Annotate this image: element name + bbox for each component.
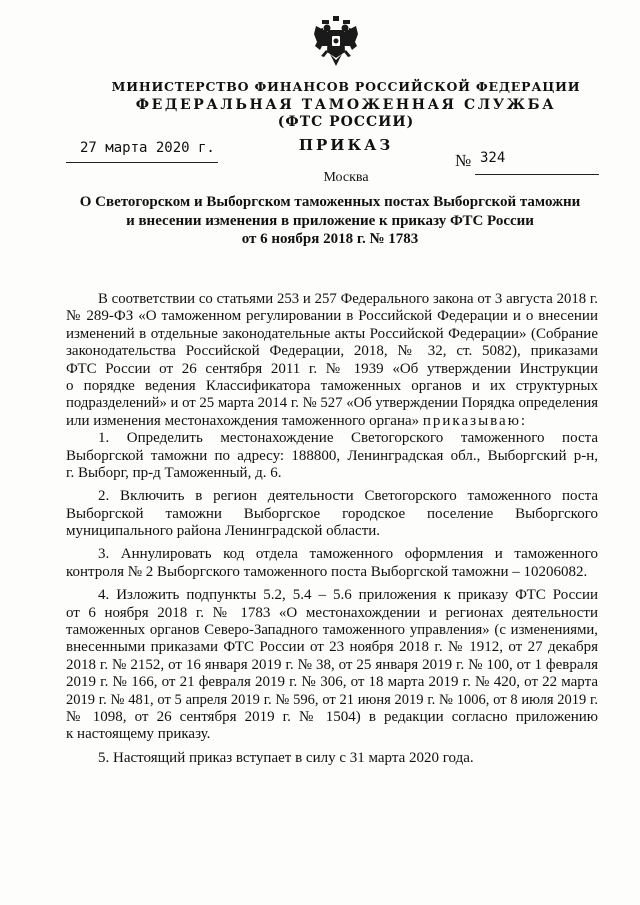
- paragraph-1: [66, 430, 598, 482]
- text-line: муниципального района Ленинградской области.: [66, 523, 381, 540]
- paragraph-5: [66, 750, 598, 767]
- paragraph-4: [66, 587, 598, 744]
- service-name: ФЕДЕРАЛЬНАЯ ТАМОЖЕННАЯ СЛУЖБА: [135, 97, 557, 113]
- text-line: о порядке ведения Классификатора таможенных органов и их структурных: [66, 377, 598, 394]
- title-line: от 6 ноября 2018 г. № 1783: [241, 231, 419, 247]
- text-line: 2019 г. № 481, от 5 апреля 2019 г. № 596, от 21 июня 2019 г. № 1006, от 8 июля 2019 г.: [66, 691, 598, 708]
- text-line: 4. Изложить подпункты 5.2, 5.4 – 5.6 приложения к приказу ФТС России: [98, 587, 598, 604]
- text-line: № 289-ФЗ «О таможенном регулировании в Российской Федерации и о внесении: [66, 308, 598, 325]
- paragraph-3: [66, 546, 598, 581]
- russian-coat-of-arms-icon: [314, 16, 358, 68]
- paragraph-2: [66, 488, 598, 540]
- text-line: Выборгской таможни по адресу: 188800, Ленинградская обл., Выборгский р-н,: [66, 447, 598, 464]
- service-abbreviation: (ФТС РОССИИ): [277, 114, 415, 130]
- text-line: контроля № 2 Выборгского таможенного поста Выборгской таможни – 10206082.: [66, 563, 588, 580]
- text-line: Выборгской таможни Выборгское городское поселение Выборгского: [66, 505, 598, 522]
- text-line: от 6 ноября 2018 г. № 1783 «О местонахождении и регионах деятельности: [66, 604, 598, 621]
- text-line: 2. Включить в регион деятельности Светогорского таможенного поста: [98, 488, 598, 505]
- ministry-name: МИНИСТЕРСТВО ФИНАНСОВ РОССИЙСКОЙ ФЕДЕРАЦИИ: [111, 79, 581, 94]
- text-line: 3. Аннулировать код отдела таможенного оформления и таможенного: [98, 546, 598, 563]
- number-label: №: [455, 151, 472, 170]
- order-number: 324: [480, 150, 506, 166]
- text-line: ФТС России от 26 сентября 2011 г. № 1939 «Об утверждении Инструкции: [66, 360, 598, 377]
- text-fragment: или изменения местонахождения таможенного органа»: [66, 412, 420, 429]
- text-line: к настоящему приказу.: [66, 726, 211, 743]
- text-line: 2018 г. № 2152, от 16 января 2019 г. № 38, от 25 января 2019 г. № 100, от 1 февраля: [66, 656, 598, 673]
- date-underline: [66, 162, 218, 163]
- text-line: 1. Определить местонахождение Светогорского таможенного поста: [98, 430, 598, 447]
- text-line: изменений в отдельные законодательные акты Российской Федерации» (Собрание: [66, 325, 598, 342]
- text-line: внесенными приказами ФТС России от 23 ноября 2018 г. № 1912, от 27 декабря: [66, 639, 598, 656]
- document-type: ПРИКАЗ: [298, 136, 394, 154]
- document-body: [66, 291, 598, 767]
- document-title: [60, 193, 600, 249]
- text-line: таможенных органов Северо-Западного таможенного управления» (с изменениями,: [66, 622, 598, 639]
- city: Москва: [323, 170, 369, 185]
- text-line: г. Выборг, пр-д Таможенный, д. 6.: [66, 464, 282, 481]
- paragraph-preamble: [66, 291, 598, 430]
- text-line: законодательства Российской Федерации, 2018, № 32, ст. 5082), приказами: [66, 343, 598, 360]
- text-line: 5. Настоящий приказ вступает в силу с 31 марта 2020 года.: [98, 749, 474, 766]
- title-line: и внесении изменения в приложение к приказу ФТС России: [126, 212, 534, 229]
- title-line: О Светогорском и Выборгском таможенных постах Выборгской таможни: [79, 194, 581, 210]
- text-line: № 1098, от 26 сентября 2019 г. № 1504) в редакции согласно приложению: [66, 708, 598, 725]
- text-line: 2019 г. № 166, от 21 февраля 2019 г. № 306, от 18 марта 2019 г. № 420, от 22 марта: [66, 674, 598, 691]
- text-line: В соответствии со статьями 253 и 257 Федерального закона от 3 августа 2018 г.: [98, 291, 598, 307]
- text-line: подразделений» и от 25 марта 2014 г. № 527 «Об утверждении Порядка определения: [66, 395, 599, 412]
- spaced-order-word: приказываю:: [422, 412, 528, 429]
- text-line: [66, 413, 598, 430]
- order-date: 27 марта 2020 г.: [80, 140, 215, 156]
